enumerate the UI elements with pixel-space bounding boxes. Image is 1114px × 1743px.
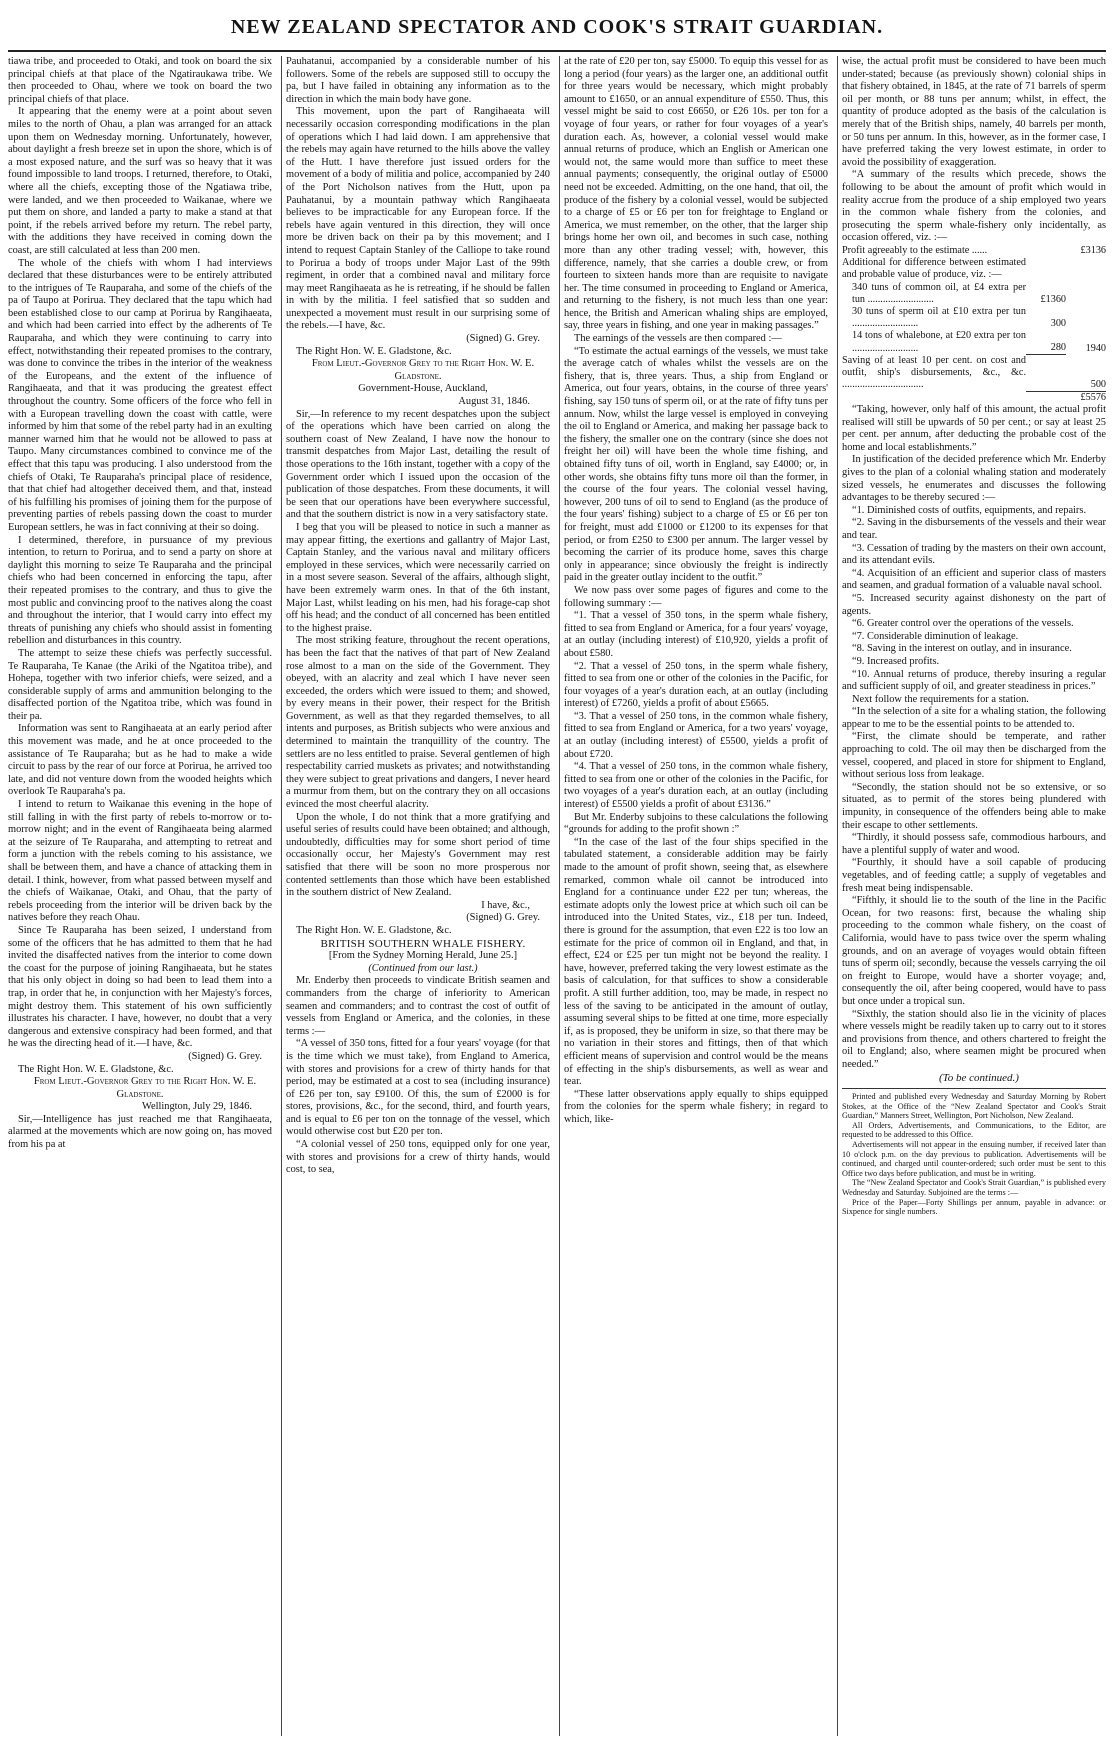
ledger-row — [842, 330, 1106, 354]
paragraph: The whole of the chiefs with whom I had interviews declared that these disturbances were to be entirely attributed to the intrigues of Te Rauparaha, and some of the chiefs of the pa of Taupo at Porirua. They declared that the tapu which had been established close to our camp at Porirua by Rangihaeata, and which had been carried into effect by the adherents of Te Rauparaha, and which they were continuing to carry into effect, notwithstanding their repeated promises to the contrary, was done to convince the tribes in the interior of the weakness of the Europeans, and the extent of the influence of Rangihaeata, and that it was producing the greatest effect throughout the country. Some officers of the force who fell in with a European travelling down the coast with cattle, were informed by him that some of the rebel party had in an exulting manner warned him that he would not be allowed to pass at Taupo. Many circumstances combined to convince me of the effect that this tapu was producing. I also understood from the chiefs of Otaki, Te Rauparaha's principal place of residence, that that chief had altogether deceived them, and that, instead of his fulfilling his promises of joining them for the purpose of preventing parties of rebels passing down the coast to murder European settlers, he was in fact conniving at their so doing. — [8, 257, 272, 533]
article-title: BRITISH SOUTHERN WHALE FISHERY. — [320, 937, 526, 950]
addressee: The Right Hon. W. E. Gladstone, &c. — [296, 345, 452, 357]
column-1 — [8, 56, 272, 1736]
paragraph: “1. That a vessel of 350 tons, in the sperm whale fishery, fitted to sea from England or America, for a four years' voyage, at an outlay (including interest) of £10,920, yields a profit of about £580. — [564, 610, 828, 659]
paragraph: Since Te Rauparaha has been seized, I understand from some of the officers that he has admitted to them that he had invited the disaffected natives from the interior to come down the coast for the purpose of joining Rangihaeata, but he states that his only object in doing so had been to lead them into a trap, in order that he, in conjunction with her Majesty's forces, might destroy them. This statement of his own sufficiently illustrates his character. I have, however, no doubt that a very dangerous and extensive conspiracy had been formed, and that he was the directing head of it.—I have, &c. — [8, 924, 272, 1050]
paragraph: “Fourthly, it should have a soil capable of producing vegetables, and of feeding cattle; a supply of vegetables and fresh meat being indispensable. — [842, 857, 1106, 894]
column-3 — [559, 56, 828, 1736]
article-source: [From the Sydney Morning Herald, June 25.] — [328, 950, 518, 962]
list-item: “1. Diminished costs of outfits, equipments, and repairs. — [852, 504, 1087, 516]
ledger-label: 340 tuns of common oil, at £4 extra per tun .......................... — [852, 281, 1026, 305]
despatch-heading: From Lieut.-Governor Grey to the Right Hon. W. E. Gladstone. — [33, 1076, 257, 1100]
dateline: Wellington, July 29, 1846. — [142, 1101, 252, 1113]
list-item: “3. Cessation of trading by the masters on their own account, and its attendant evils. — [842, 542, 1106, 567]
ledger-row — [842, 245, 1106, 257]
imprint-text: Price of the Paper—Forty Shillings per annum, payable in advance: or Sixpence for single numbers. — [842, 1197, 1106, 1217]
paragraph: “Fifthly, it should lie to the south of the line in the Pacific Ocean, for two reasons: first, because the whaling ship proceeding to the common whale fishery, on the coast of California, would have to pass twice over the sperm whaling grounds, and on an average of voyages would obtain fifteen tuns of sperm oil; secondly, because the vessels carrying the oil on freight to Europe, would have a shorter voyage; and, consequently the oil, after being coopered, would have to pass but once under a tropical sun. — [842, 895, 1106, 1007]
paragraph: Sir,—In reference to my recent despatches upon the subject of the operations which have been carried on along the southern coast of New Zealand, I have now the honour to transmit despatches from Major Last, detailing the result of those operations to the 16th instant, together with a copy of the Government order which I issued upon the occasion of the publication of those despatches. From these documents, it will be seen that our operations have been everywhere successful, and that the southern district is now in a very satisfactory state. — [286, 408, 550, 521]
list-item: “10. Annual returns of produce, thereby insuring a regular and sufficient supply of oil, and greater steadiness in prices.” — [842, 668, 1106, 693]
ledger-amount: 500 — [1066, 355, 1106, 392]
ledger-grand-total: £5576 — [1066, 391, 1106, 404]
ledger-row — [842, 355, 1106, 392]
ledger-row — [842, 282, 1106, 306]
list-item: “5. Increased security against dishonesty on the part of agents. — [842, 592, 1106, 617]
paragraph: “A vessel of 350 tons, fitted for a four years' voyage (for that is the time which we must take), from England to America, with stores and provisions for a crew of thirty hands for that period, may be estimated at a cost to sea (including insurance) of £26 per ton, say £9100. Of this, the sum of £2000 is for stores, provisions, &c., for the second, third, and fourth years, and is equal to £6 per ton on the tonnage of the vessel, which would otherwise cost but £20 per ton. — [286, 1038, 550, 1138]
ledger-subtotal: 1940 — [1085, 342, 1106, 354]
ledger-amount: £1360 — [1040, 293, 1066, 305]
paragraph: The most striking feature, throughout the recent operations, has been the fact that the natives of that part of New Zealand rose almost to a man on the side of the Government. They obeyed, with an alacrity and zeal which I have never seen exceeded, the orders which were issued to them; and showed, by every means in their power, their respect for the British Government, as well as that they regarded themselves, to all intents and purposes, as British subjects who were anxious and determined to maintain the tranquillity of the country. The settlers are no less entitled to praise. Several gentlemen of high respectability carried muskets as privates; and notwithstanding they were subject to great privations and dangers, I never heard a murmur from them, but on the contrary they on all occasions evinced the most cheerful alacrity. — [286, 635, 550, 811]
profit-ledger — [842, 245, 1106, 404]
paragraph: at the rate of £20 per ton, say £5000. To equip this vessel for as long a period (four years) as the larger one, an additional outfit for three years would be necessary, which might probably amount to £1650, or an annual expenditure of £550. Thus, this vessel might be said to cost £6650, or £26 10s. per ton for a voyage of four years, or rather for four voyages of a year's duration each. As, however, a colonial vessel would make annual returns of produce, which an English or American one would not, the same would more than suffice to meet these annual payments; consequently, the original outlay of £5000 need not be exceeded. Admitting, on the one hand, that oil, the produce of the fishery by a colonial vessel, would be subjected to a charge of £5 or £6 per ton for freightage to England or America, we must remember, on the other, that the larger ship brings home her own oil, and becomes in such case, nothing more than any other trading vessel; with, however, this difference, namely, that she carries a double crew, or from fourteen to sixteen hands more than are requisite to navigate her. The time consumed in proceeding to England or America, and returning to the fishery, is not much less than one year: hence, the British and American whaling ships are employed, say, three years in fishing, and one year in making passages.” — [564, 56, 828, 332]
paragraph: This movement, upon the part of Rangihaeata will necessarily occasion corresponding modifications in the plan of operations which I had laid down. I am apprehensive that the rebels may again have returned to the hills above the valley of the Hutt. I have therefore just issued orders for the movement of a body of militia and police, accompanied by 240 of the Port Nicholson natives from the Hutt, upon pa Pauhatanui, by a mountain pathway which Rangihaeata believes to be impracticable for any European force. If the rebels have again ventured in this direction, they will once more be driven back on their pa by this movement; and I intend to request Captain Stanley of the Calliope to take round to Porirua a body of troops under Major Last of the 99th regiment, in order that a combined naval and military force may meet Rangihaeata as he is retreating, if he should be fallen in with by the militia. I feel satisfied that so sudden and unexpected a movement must result in our surprising some of the rebels.—I have, &c. — [286, 106, 550, 332]
ledger-amount: £3136 — [1080, 244, 1106, 256]
paragraph: The earnings of the vessels are then compared :— — [574, 333, 782, 345]
paragraph: “In the case of the last of the four ships specified in the tabulated statement, a considerable addition may be fairly made to the amount of profit shown, seeing that, as elsewhere remarked, common whale oil cannot be introduced into England for a continuance under £22 per tun; whereas, the estimate adopts only the lowest price at which such oil can be introduced into the United States, viz., £18 per tun. Indeed, there is ground for the assumption, that even £22 is too low an estimate for the price of common oil in England, and that, in effect, £24 or £25 per tun might not be beyond the reality. I have, however, preferred taking the very lowest estimate as the basis of calculation, for that suffices to show a considerable profit. A still further addition, too, may be made, in respect no less of the saving to be anticipated in the amount of outlay, assuming several ships to be fitted at one time, more especially if, as is proposed, they be uniform in size, so that there may be no variation in their stores and fittings, then of that which efficient means of supervision and control would be the means of effecting in the ship's disbursements, as well as wear and tear. — [564, 836, 828, 1088]
imprint-text: Advertisements will not appear in the ensuing number, if received later than 10 o'clock p.m. on the day previous to publication. Advertisements will be continued, and charged until counter-ordered; such order must be sent to this Office two days before publication, and must be in writing. — [842, 1140, 1106, 1178]
ledger-amount: 280 — [1026, 330, 1066, 354]
list-item: “4. Acquisition of an efficient and superior class of masters and seamen, and gradual formation of a valuable naval school. — [842, 567, 1106, 592]
signature: (Signed) G. Grey. — [188, 1050, 262, 1062]
paragraph: “Taking, however, only half of this amount, the actual profit realised will still be upwards of 50 per cent.; or say at least 25 per cent. per annum, after deducting the probable cost of the home and local establishments.” — [842, 404, 1106, 453]
masthead-rule — [8, 50, 1106, 52]
imprint-rule — [842, 1088, 1106, 1089]
paragraph: “2. That a vessel of 250 tons, in the sperm whale fishery, fitted to sea from one or other of the colonies in the Pacific, for four voyages of a year's duration each, at an outlay (including interest) of £7260, yields a profit of about £5665. — [564, 660, 828, 710]
paragraph: “3. That a vessel of 250 tons, in the common whale fishery, fitted to sea from England or America, for a two years' voyage, at an outlay (including interest) of £5500, yields a profit of about £720. — [564, 710, 828, 760]
paragraph: Mr. Enderby then proceeds to vindicate British seamen and commanders from the charge of inferiority to American seamen and commanders; and to contrast the cost of outfit of vessels from England or America, and the colonies, in these terms :— — [286, 975, 550, 1037]
column-2 — [281, 56, 550, 1736]
ledger-amount: 300 — [1050, 318, 1066, 330]
list-item: “8. Saving in the interest on outlay, and in insurance. — [852, 643, 1072, 655]
paragraph: But Mr. Enderby subjoins to these calculations the following “grounds for adding to the profit shown :” — [564, 811, 828, 836]
addressee: The Right Hon. W. E. Gladstone, &c. — [296, 924, 452, 936]
paragraph: I beg that you will be pleased to notice in such a manner as may appear fitting, the exertions and gallantry of Major Last, Captain Stanley, and the various naval and military officers employed in these services, which were necessarily carried on in a most severe season. Several of the affairs, although slight, have been extremely warm ones. In that of the 6th instant, Major Last, whilst leading on his men, had his forage-cap shot off his head; and the conduct of all concerned has been entitled to the highest praise. — [286, 521, 550, 634]
paragraph: I determined, therefore, in pursuance of my previous intention, to return to Porirua, and to send a party on shore at daylight this morning to seize Te Rauparaha and the principal chiefs who had been concerned in enforcing the tapu, after their repeated promises to the contrary, and thus to give the most public and convincing proof to the natives along the coast and throughout the interior, that I would carry into effect my threats of punishing any chiefs who should assist in fomenting rebellion and disturbances in this country. — [8, 534, 272, 647]
list-item: “6. Greater control over the operations of the vessels. — [852, 618, 1074, 630]
paragraph: “To estimate the actual earnings of the vessels, we must take the average catch of whales whilst the vessels are on the fishery, that is, three years. Thus, a ship from England or America, out four years, obtains, in the course of three years' fishing, say 150 tuns of sperm oil, or at the rate of fifty tuns per annum. Now, whilst the large vessel is employed in conveying the oil to England or America, and making her passage back to the fishery, the smaller one on the contrary (since she does not freight her oil) will have been the whole time fishing, and obtained fifty tuns of oil, worth in England, say £4000; or, in other words, she obtains fifty tuns more oil than the former, in the course of the four years. The colonial vessel having, however, 200 tuns of oil to send to England (as the produce of the four years' fishing) subject to a charge of £5 or £6 per ton for freight, must add £1000 or £1200 to its expenses for that period, or from £250 to £300 per annum. The larger vessel by becoming the carrier of its produce home, saves this charge only in appearance; since obviously the freight is indirectly paid in the greater outlay incident to the outfit.” — [564, 345, 828, 584]
paragraph: “Thirdly, it should possess safe, commodious harbours, and have a plentiful supply of water and wood. — [842, 832, 1106, 856]
imprint-text: All Orders, Advertisements, and Communications, to the Editor, are requested to be addressed to this Office. — [842, 1120, 1106, 1140]
column-4 — [837, 56, 1106, 1736]
list-item: “7. Considerable diminution of leakage. — [852, 630, 1019, 642]
paragraph: tiawa tribe, and proceeded to Otaki, and took on board the six principal chiefs at that place of the Ngatiraukawa tribe. We then proceeded to Ohau, where we took on board the two principal chiefs of that place. — [8, 56, 272, 105]
paragraph: Pauhatanui, accompanied by a considerable number of his followers. Some of the rebels are supposed still to occupy the pa, but I have failed in obtaining any information as to the direction in which the main body have gone. — [286, 56, 550, 105]
ledger-label: Saving of at least 10 per cent. on cost and outfit, ship's disbursements, &c., &c. ................................ — [842, 354, 1026, 391]
ledger-row — [842, 257, 1106, 281]
ledger-label: Additional for difference between estimated and probable value of produce, viz. :— — [842, 257, 1026, 281]
paragraph: “A colonial vessel of 250 tons, equipped only for one year, with stores and provisions for a crew of thirty hands, would cost, to sea, — [286, 1139, 550, 1176]
paragraph: “In the selection of a site for a whaling station, the following appear to me to be the essential points to be attended to. — [842, 706, 1106, 730]
paragraph: “Secondly, the station should not be so extensive, or so situated, as to permit of the stores being plundered with impunity, in consequence of the offenders being able to make their escape to other settlements. — [842, 781, 1106, 831]
ledger-label: Profit agreeably to the estimate ...... — [842, 244, 988, 256]
signature: (Signed) G. Grey. — [466, 333, 540, 345]
paragraph: It appearing that the enemy were at a point about seven miles to the north of Ohau, a plan was arranged for an attack upon them on Wednesday morning. Unfortunately, however, about daylight a fresh breeze set in upon the shore, which is of a most exposed nature, and the surf was so heavy that it was found impossible to land troops. I returned, therefore, to Otaki, where all the chiefs, excepting those of the Ngatiawa tribe, were landed, and we then proceeded to Waikanae, where we put them on shore, and landed a party to make a stand at that point, if the rebels arrived before my return. The rebel party, with the additions they have received in coming down the coast, are still calculated at less than 200 men. — [8, 106, 272, 256]
list-item: “9. Increased profits. — [852, 655, 940, 667]
imprint-text: Printed and published every Wednesday and Saturday Morning by Robert Stokes, at the Office of the “New Zealand Spectator and Cook's Strait Guardian,” Manners Street, Wellington, Port Nicholson, New Zealand. — [842, 1092, 1106, 1121]
paragraph: “4. That a vessel of 250 tons, in the common whale fishery, fitted to sea from one or other of the colonies in the Pacific, for two voyages of a year's duration each, at an outlay (including interest) of £5500 yields a profit of about £3136.” — [564, 761, 828, 811]
addressee: The Right Hon. W. E. Gladstone, &c. — [18, 1063, 174, 1075]
paragraph: The attempt to seize these chiefs was perfectly successful. Te Rauparaha, Te Kanae (the Ariki of the Ngatitoa tribe), and Hohepa, together with two inferior chiefs, were seized, and a considerable supply of arms and ammunition belonging to the disaffected portion of the Ngatitoa tribe, which was found in their pa. — [8, 647, 272, 722]
place-line: Government-House, Auckland, — [358, 383, 488, 395]
despatch-heading: From Lieut.-Governor Grey to the Right Hon. W. E. Gladstone. — [311, 358, 535, 382]
paragraph: “First, the climate should be temperate, and rather approaching to cold. The oil may then be discharged from the vessel, coopered, and placed in store for shipment to England, without serious loss from leakage. — [842, 731, 1106, 781]
paragraph: We now pass over some pages of figures and come to the following summary :— — [564, 584, 828, 609]
paragraph: Information was sent to Rangihaeata at an early period after this movement was made, and he at once proceeded to the assistance of Te Rauparaha; but as he had to make a wide circuit to pass by the rear of our force at Porirua, he arrived too late, and did not venture down from the wooded heights which overlook Te Rauparaha's pa. — [8, 723, 272, 798]
signature: (Signed) G. Grey. — [466, 912, 540, 924]
paragraph: Upon the whole, I do not think that a more gratifying and useful series of results could have been obtained; and although, undoubtedly, difficulties may for some short period of time occasionally occur, her Majesty's Government may rest satisfied that there will be soon no more prosperous nor contented settlements than those which have been established in the southern district of New Zealand. — [286, 811, 550, 899]
newspaper-title: NEW ZEALAND SPECTATOR AND COOK'S STRAIT GUARDIAN. — [230, 16, 884, 38]
paragraph: I intend to return to Waikanae this evening in the hope of still falling in with the first party of rebels to-morrow or to-morrow night; and in the event of Rangihaeata being alarmed at the seizure of Te Rauparaha, and attempting to retreat and form a junction with the rebels coming to his assistance, we shall be between them, and have a chance of attacking them in detail. I think, however, from what passed between myself and the chiefs of Waikanae, Otaki, and Ohau, that the party of rebels proceeding from the interior will be driven back by the natives before they reach Ohau. — [8, 799, 272, 924]
ledger-label: 30 tuns of sperm oil at £10 extra per tun .......................... — [852, 305, 1026, 330]
ledger-row — [842, 306, 1106, 330]
paragraph: “These latter observations apply equally to ships equipped from the colonies for the sperm whale fishery; in regard to which, like- — [564, 1088, 828, 1125]
paragraph: “Sixthly, the station should also lie in the vicinity of places where vessels might be readily taken up to carry out to it stores and provisions from thence, and others chartered to freight the oil to England; also, where seamen might be procured when needed.” — [842, 1008, 1106, 1070]
closing: I have, &c., — [481, 899, 530, 911]
paragraph: Sir,—Intelligence has just reached me that Rangihaeata, alarmed at the movements which are now going on, has moved from his pa at — [8, 1113, 272, 1151]
columns — [8, 56, 1106, 1736]
continued-note: (Continued from our last.) — [368, 962, 478, 974]
dateline: August 31, 1846. — [458, 396, 530, 408]
ledger-label: 14 tons of whalebone, at £20 extra per ton .......................... — [852, 330, 1026, 354]
paragraph: wise, the actual profit must be considered to have been much under-stated; because (as previously shown) colonial ships in that fishery obtained, in 1845, at the rate of 71 barrels of sperm oil per month, or 88 tuns per annum; whilst, in effect, the quantity of produce adopted as the basis of the calculation is merely that of the British ships, namely, 40 barrels per month, or 50 tuns per annum. In this, however, as in the former case, I have preferred taking the very lowest estimate, in order to avoid the possibility of exaggeration. — [842, 56, 1106, 168]
imprint-text: The “New Zealand Spectator and Cook's Strait Guardian,” is published every Wednesday and Saturday. Subjoined are the terms :— — [842, 1178, 1106, 1198]
masthead — [0, 0, 1114, 46]
list-item: “2. Saving in the disbursements of the vessels and their wear and tear. — [842, 517, 1106, 541]
to-be-continued: (To be continued.) — [939, 1071, 1019, 1084]
paragraph: Next follow the requirements for a station. — [852, 693, 1029, 705]
ledger-total-row — [842, 391, 1106, 404]
paragraph: “A summary of the results which precede, shows the following to be about the amount of profit which would in reality accrue from the produce of a ship employed two years in the common whale fishery from the colonies, and prosecuting the sperm whale-fishery only incidentally, as occasion offered, viz. :— — [842, 169, 1106, 244]
paragraph: In justification of the decided preference which Mr. Enderby gives to the plan of a colonial whaling station and moderately sized vessels, he enumerates and discusses the following advantages to be thereby secured :— — [842, 454, 1106, 504]
